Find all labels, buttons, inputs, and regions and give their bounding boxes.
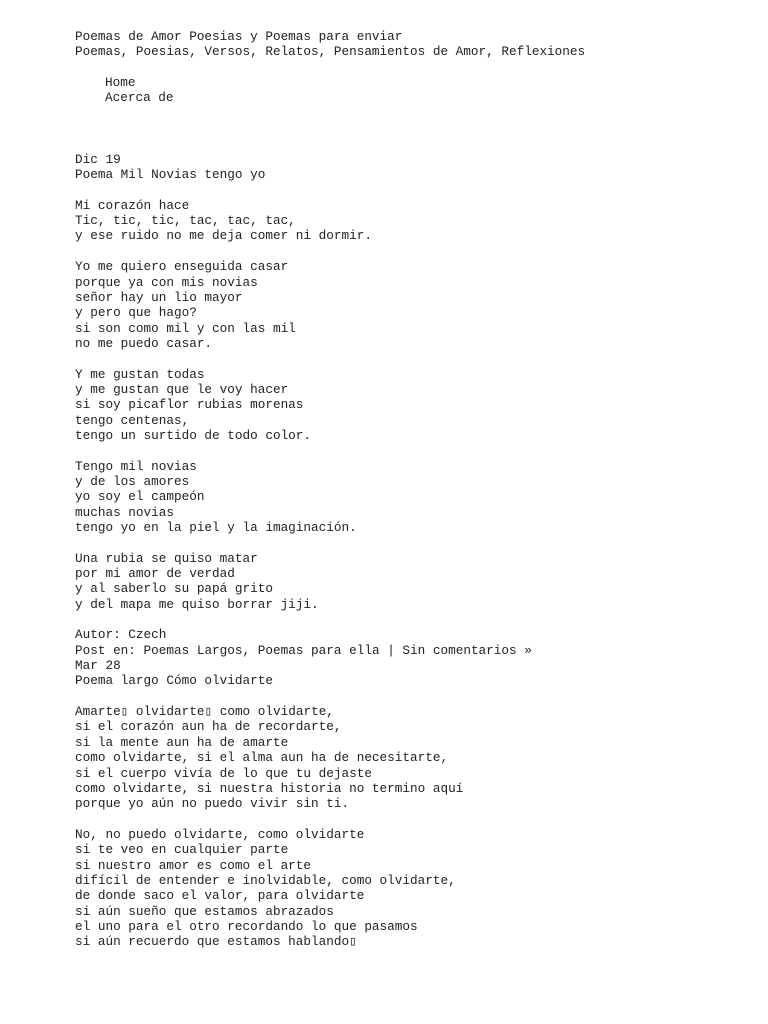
poem-stanza bbox=[75, 704, 755, 811]
site-header bbox=[75, 29, 755, 60]
poem-line: porque yo aún no puedo vivir sin ti. bbox=[75, 796, 350, 812]
poem-line: Tengo mil novias bbox=[75, 458, 197, 474]
poem-stanza bbox=[75, 367, 755, 444]
poem-line: si el cuerpo vivía de lo que tu dejaste bbox=[75, 765, 372, 781]
poem-line: Y me gustan todas bbox=[75, 366, 205, 382]
poem-line: Yo me quiero enseguida casar bbox=[75, 259, 289, 275]
poem-line: como olvidarte, si el alma aun ha de necesitarte, bbox=[75, 750, 449, 766]
poem-line: el uno para el otro recordando lo que pasamos bbox=[75, 918, 418, 934]
site-title-link[interactable]: Poemas de Amor Poesias y Poemas para enviar bbox=[75, 29, 403, 44]
post-author: Autor: Czech bbox=[75, 627, 167, 643]
post-meta-separator: | bbox=[379, 642, 403, 658]
poem-line: y al saberlo su papá grito bbox=[75, 581, 273, 597]
poem-line: y me gustan que le voy hacer bbox=[75, 381, 289, 397]
poem-line: muchas novias bbox=[75, 504, 174, 520]
poem-line: si aún sueño que estamos abrazados bbox=[75, 903, 334, 919]
poem-line: si aún recuerdo que estamos hablando▯ bbox=[75, 934, 357, 950]
main-nav bbox=[75, 75, 755, 106]
poem-line: yo soy el campeón bbox=[75, 489, 205, 505]
post-meta-separator: , bbox=[242, 642, 258, 658]
category-link-poemas-largos[interactable]: Poemas Largos bbox=[143, 642, 243, 658]
poem-line: si te veo en cualquier parte bbox=[75, 842, 289, 858]
poem-line: si nuestro amor es como el arte bbox=[75, 857, 312, 873]
poem-line: tengo yo en la piel y la imaginación. bbox=[75, 520, 357, 535]
poem-line: no me puedo casar. bbox=[75, 335, 213, 351]
post-date: Mar 28 bbox=[75, 658, 121, 674]
post-meta-prefix: Post en: bbox=[75, 642, 144, 658]
poem-line: tengo un surtido de todo color. bbox=[75, 427, 312, 443]
poem-line: Mi corazón hace bbox=[75, 197, 190, 213]
poem-line: si soy picaflor rubias morenas bbox=[75, 397, 304, 413]
nav-item-acerca-de[interactable]: Acerca de bbox=[105, 90, 174, 106]
nav-item-home[interactable]: Home bbox=[105, 75, 136, 91]
poem-line: porque ya con mis novias bbox=[75, 274, 258, 290]
post-1 bbox=[75, 152, 755, 658]
poem-line: Una rubia se quiso matar bbox=[75, 550, 258, 566]
poem-line: si son como mil y con las mil bbox=[75, 320, 296, 336]
poem-stanza bbox=[75, 827, 755, 950]
comments-link[interactable]: Sin comentarios » bbox=[402, 642, 532, 658]
poem-stanza bbox=[75, 259, 755, 351]
site-tagline: Poemas, Poesias, Versos, Relatos, Pensamientos de Amor, Reflexiones bbox=[75, 44, 586, 60]
poem-line: si la mente aun ha de amarte bbox=[75, 734, 289, 750]
poem-line: difícil de entender e inolvidable, como olvidarte, bbox=[75, 872, 456, 888]
poem-line: Amarte▯ olvidarte▯ como olvidarte, bbox=[75, 704, 334, 720]
poem-line: y pero que hago? bbox=[75, 305, 197, 321]
poem-line: señor hay un lio mayor bbox=[75, 289, 243, 305]
page bbox=[75, 29, 755, 950]
poem-line: si el corazón aun ha de recordarte, bbox=[75, 719, 342, 735]
poem-line: tengo centenas, bbox=[75, 412, 190, 428]
poem-line: Tic, tic, tic, tac, tac, tac, bbox=[75, 213, 296, 229]
poem-line: y de los amores bbox=[75, 473, 190, 489]
poem-stanza bbox=[75, 198, 755, 244]
post-title-link[interactable]: Poema largo Cómo olvidarte bbox=[75, 673, 273, 689]
poem-line: y ese ruido no me deja comer ni dormir. bbox=[75, 228, 372, 244]
post-2 bbox=[75, 658, 755, 950]
poem-line: como olvidarte, si nuestra historia no termino aquí bbox=[75, 780, 464, 796]
post-date: Dic 19 bbox=[75, 151, 121, 167]
category-link-poemas-para-ella[interactable]: Poemas para ella bbox=[257, 642, 380, 658]
poem-stanza bbox=[75, 551, 755, 612]
poem-stanza bbox=[75, 459, 755, 536]
poem-line: y del mapa me quiso borrar jiji. bbox=[75, 596, 319, 612]
poem-line: de donde saco el valor, para olvidarte bbox=[75, 888, 365, 904]
post-meta bbox=[75, 643, 755, 658]
post-title-link[interactable]: Poema Mil Novias tengo yo bbox=[75, 167, 266, 183]
poem-line: por mi amor de verdad bbox=[75, 566, 235, 582]
poem-line: No, no puedo olvidarte, como olvidarte bbox=[75, 826, 365, 842]
